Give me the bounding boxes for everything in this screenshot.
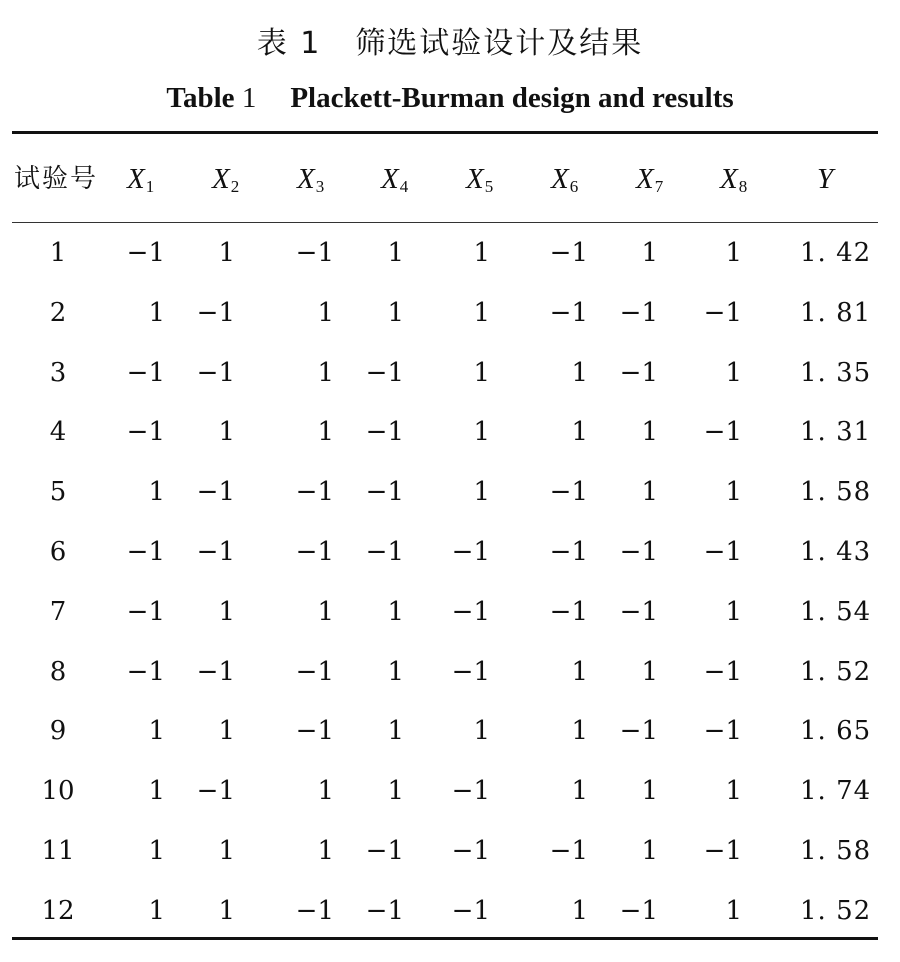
run-number-cell: 7	[49, 596, 67, 627]
table-caption-english	[0, 78, 900, 118]
factor-level-cell: −1	[619, 596, 658, 627]
table-caption-chinese	[0, 24, 900, 64]
table-row	[0, 353, 900, 393]
factor-level-cell: 1	[473, 417, 490, 448]
table-header-row	[0, 156, 900, 202]
factor-level-cell: −1	[196, 776, 235, 807]
factor-level-cell: 1	[387, 238, 404, 268]
table-header-rule	[12, 222, 878, 223]
factor-level-cell: −1	[365, 537, 404, 567]
factor-level-cell: −1	[196, 357, 235, 388]
header-var-subscript: 7	[654, 177, 664, 196]
factor-level-cell: −1	[451, 776, 490, 807]
run-number-cell: 11	[41, 836, 75, 866]
header-run-number: 试验号	[14, 164, 99, 194]
factor-level-cell: 1	[148, 477, 165, 508]
response-value-cell: 1. 81	[800, 297, 872, 328]
factor-level-cell: −1	[196, 297, 235, 328]
factor-level-cell: −1	[703, 417, 742, 448]
header-x3	[297, 156, 324, 202]
factor-level-cell: −1	[703, 297, 742, 328]
factor-level-cell: −1	[703, 716, 742, 747]
table-label-english	[166, 82, 256, 114]
factor-level-cell: −1	[451, 836, 490, 866]
header-x5	[466, 156, 493, 202]
factor-level-cell: −1	[451, 537, 490, 567]
factor-level-cell: −1	[619, 537, 658, 567]
table-row	[0, 891, 900, 931]
factor-level-cell: −1	[619, 716, 658, 747]
factor-level-cell: −1	[126, 656, 165, 687]
factor-level-cell: −1	[365, 477, 404, 508]
header-x8	[720, 156, 747, 202]
factor-level-cell: −1	[619, 895, 658, 926]
response-value-cell: 1. 52	[800, 895, 872, 926]
table-row	[0, 412, 900, 452]
header-var-letter: X	[212, 163, 230, 195]
header-var-letter: X	[381, 163, 399, 195]
factor-level-cell: −1	[196, 537, 235, 567]
run-number-cell: 12	[41, 895, 75, 926]
factor-level-cell: 1	[387, 716, 404, 747]
factor-level-cell: −1	[295, 656, 334, 687]
factor-level-cell: 1	[641, 238, 658, 268]
factor-level-cell: −1	[703, 537, 742, 567]
run-number-cell: 6	[49, 537, 67, 567]
factor-level-cell: −1	[549, 596, 588, 627]
header-var-subscript: 4	[399, 177, 409, 196]
factor-level-cell: −1	[549, 297, 588, 328]
header-var-letter: X	[720, 163, 738, 195]
table-row	[0, 652, 900, 692]
factor-level-cell: 1	[387, 656, 404, 687]
run-number-cell: 2	[49, 297, 67, 328]
factor-level-cell: −1	[126, 417, 165, 448]
table-row	[0, 532, 900, 572]
factor-level-cell: −1	[295, 238, 334, 268]
run-number-cell: 5	[49, 477, 67, 508]
response-value-cell: 1. 43	[800, 537, 872, 567]
response-value-cell: 1. 74	[800, 776, 872, 807]
factor-level-cell: 1	[725, 776, 742, 807]
factor-level-cell: −1	[365, 357, 404, 388]
table-row	[0, 233, 900, 273]
header-x6	[551, 156, 578, 202]
factor-level-cell: −1	[451, 656, 490, 687]
factor-level-cell: 1	[148, 297, 165, 328]
factor-level-cell: −1	[549, 238, 588, 268]
response-value-cell: 1. 52	[800, 656, 872, 687]
factor-level-cell: 1	[317, 596, 334, 627]
factor-level-cell: 1	[571, 656, 588, 687]
header-var-letter: X	[466, 163, 484, 195]
factor-level-cell: −1	[295, 477, 334, 508]
header-var-subscript: 3	[315, 177, 325, 196]
header-var-letter: X	[127, 163, 145, 195]
table-row	[0, 771, 900, 811]
header-response-y: Y	[817, 163, 834, 195]
factor-level-cell: 1	[148, 776, 165, 807]
factor-level-cell: −1	[451, 596, 490, 627]
header-var-letter: X	[297, 163, 315, 195]
factor-level-cell: 1	[148, 836, 165, 866]
factor-level-cell: −1	[126, 357, 165, 388]
factor-level-cell: −1	[619, 297, 658, 328]
response-value-cell: 1. 65	[800, 716, 872, 747]
factor-level-cell: 1	[148, 895, 165, 926]
factor-level-cell: 1	[387, 776, 404, 807]
table-title-chinese: 筛选试验设计及结果	[355, 26, 644, 61]
table-bottom-rule	[12, 937, 878, 940]
factor-level-cell: 1	[473, 357, 490, 388]
factor-level-cell: 1	[473, 238, 490, 268]
run-number-cell: 1	[49, 238, 67, 268]
table-row	[0, 472, 900, 512]
table-row	[0, 831, 900, 871]
factor-level-cell: −1	[703, 836, 742, 866]
table-label-chinese: 表 1	[256, 26, 322, 61]
header-x4	[381, 156, 408, 202]
run-number-cell: 4	[49, 417, 67, 448]
run-number-cell: 8	[49, 656, 67, 687]
factor-level-cell: 1	[725, 895, 742, 926]
factor-level-cell: −1	[126, 238, 165, 268]
header-var-letter: X	[636, 163, 654, 195]
factor-level-cell: 1	[218, 417, 235, 448]
factor-level-cell: −1	[295, 895, 334, 926]
run-number-cell: 3	[49, 357, 67, 388]
factor-level-cell: 1	[317, 417, 334, 448]
header-var-subscript: 5	[484, 177, 494, 196]
table-label-number: 1	[241, 82, 257, 114]
factor-level-cell: −1	[196, 477, 235, 508]
header-x7	[636, 156, 663, 202]
response-value-cell: 1. 31	[800, 417, 872, 448]
factor-level-cell: 1	[725, 477, 742, 508]
response-value-cell: 1. 42	[800, 238, 872, 268]
factor-level-cell: 1	[571, 776, 588, 807]
factor-level-cell: 1	[571, 895, 588, 926]
factor-level-cell: −1	[549, 836, 588, 866]
factor-level-cell: −1	[126, 596, 165, 627]
factor-level-cell: 1	[317, 836, 334, 866]
header-var-letter: X	[551, 163, 569, 195]
factor-level-cell: 1	[571, 716, 588, 747]
factor-level-cell: −1	[549, 477, 588, 508]
factor-level-cell: 1	[473, 297, 490, 328]
response-value-cell: 1. 54	[800, 596, 872, 627]
header-x1	[127, 156, 154, 202]
factor-level-cell: 1	[725, 357, 742, 388]
factor-level-cell: 1	[641, 417, 658, 448]
factor-level-cell: 1	[148, 716, 165, 747]
run-number-cell: 9	[49, 716, 67, 747]
factor-level-cell: 1	[641, 776, 658, 807]
table-title-english: Plackett-Burman design and results	[290, 82, 734, 114]
factor-level-cell: 1	[218, 895, 235, 926]
factor-level-cell: 1	[473, 716, 490, 747]
header-var-subscript: 8	[738, 177, 748, 196]
table-label-word: Table	[166, 82, 235, 114]
response-value-cell: 1. 58	[800, 477, 872, 508]
factor-level-cell: −1	[295, 716, 334, 747]
table-row	[0, 592, 900, 632]
factor-level-cell: 1	[725, 596, 742, 627]
factor-level-cell: 1	[317, 776, 334, 807]
factor-level-cell: 1	[571, 357, 588, 388]
table-row	[0, 293, 900, 333]
header-var-subscript: 6	[569, 177, 579, 196]
factor-level-cell: −1	[126, 537, 165, 567]
response-value-cell: 1. 58	[800, 836, 872, 866]
factor-level-cell: 1	[473, 477, 490, 508]
table-row	[0, 711, 900, 751]
table-top-rule	[12, 131, 878, 134]
factor-level-cell: 1	[387, 297, 404, 328]
header-x2	[212, 156, 239, 202]
factor-level-cell: −1	[196, 656, 235, 687]
factor-level-cell: 1	[641, 477, 658, 508]
factor-level-cell: 1	[725, 238, 742, 268]
factor-level-cell: −1	[365, 836, 404, 866]
factor-level-cell: 1	[218, 238, 235, 268]
factor-level-cell: 1	[317, 357, 334, 388]
factor-level-cell: −1	[365, 895, 404, 926]
factor-level-cell: 1	[218, 836, 235, 866]
factor-level-cell: −1	[619, 357, 658, 388]
run-number-cell: 10	[41, 776, 75, 807]
factor-level-cell: −1	[703, 656, 742, 687]
factor-level-cell: 1	[387, 596, 404, 627]
factor-level-cell: 1	[641, 656, 658, 687]
header-var-subscript: 2	[230, 177, 240, 196]
factor-level-cell: 1	[571, 417, 588, 448]
header-var-subscript: 1	[145, 177, 155, 196]
factor-level-cell: −1	[295, 537, 334, 567]
factor-level-cell: −1	[549, 537, 588, 567]
factor-level-cell: 1	[218, 716, 235, 747]
factor-level-cell: 1	[317, 297, 334, 328]
factor-level-cell: 1	[218, 596, 235, 627]
factor-level-cell: 1	[641, 836, 658, 866]
response-value-cell: 1. 35	[800, 357, 872, 388]
factor-level-cell: −1	[451, 895, 490, 926]
factor-level-cell: −1	[365, 417, 404, 448]
